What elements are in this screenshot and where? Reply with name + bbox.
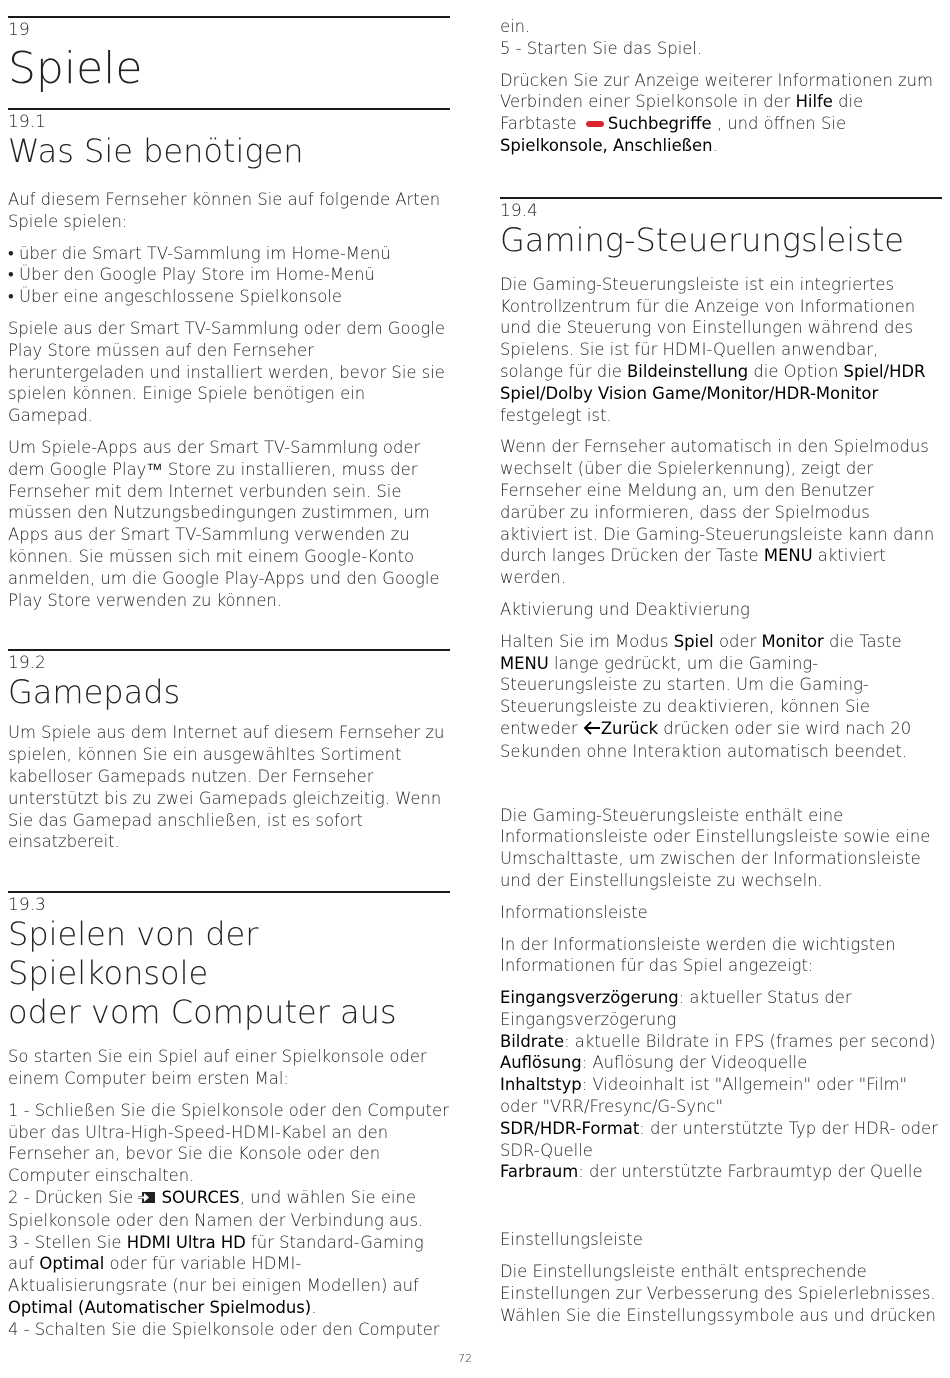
paragraph: [500, 631, 942, 763]
sources-icon: [138, 1188, 156, 1210]
subheading: Informationsleiste: [500, 902, 648, 922]
definition-desc: : der unterstützte Farbraumtyp der Quelle: [578, 1162, 923, 1182]
step-text: für Standard-Gaming auf: [8, 1232, 424, 1274]
menu-term: Bildeinstellung: [627, 361, 749, 381]
text-run: lange gedrückt, um die Gaming-Steuerungsleiste zu starten. Um die Gaming-Steuerungsleiste zu deaktivieren, können Sie entweder: [500, 653, 870, 738]
menu-term: Spiel: [673, 631, 714, 651]
menu-term: Optimal: [39, 1254, 105, 1274]
text-run: Wenn der Fernseher automatisch in den Spielmodus wechselt (über die Spielerkennung), zeigt der Fernseher eine Meldung an, um den Benutzer darüber zu informieren, dass der Spielmodus aktiviert ist. Die Gaming-Steuerungsleiste kann dann durch langes Drücken der Taste: [500, 437, 935, 566]
continued-text: ein.: [500, 17, 531, 36]
definition-term: Bildrate: [500, 1031, 565, 1051]
text-run: Halten Sie im Modus: [500, 631, 674, 651]
step-text: , und wählen Sie eine Spielkonsole oder den Namen der Verbindung aus.: [8, 1187, 424, 1230]
subheading: Einstellungsleiste: [500, 1230, 643, 1250]
bullet-item: • über die Smart TV-Sammlung im Home-Menü: [8, 243, 391, 263]
menu-term: Monitor: [761, 631, 824, 651]
section-rule: [8, 108, 450, 110]
bullet-item: • Über den Google Play Store im Home-Menü: [8, 265, 375, 285]
page-number: 72: [458, 1352, 472, 1365]
section-rule: [8, 649, 450, 651]
sources-key: SOURCES: [161, 1187, 240, 1207]
definition-term: Auflösung: [500, 1053, 582, 1073]
chapter-number: 19: [8, 20, 30, 40]
definition-desc: : aktueller Status der Eingangsverzögerung: [500, 988, 852, 1029]
right-column: [500, 0, 942, 1326]
definition-term: Farbraum: [500, 1162, 579, 1182]
key-name: MENU: [500, 653, 549, 673]
red-color-key-icon: [586, 121, 604, 127]
step-text: oder für variable HDMI-Aktualisierungsrate (nur bei einigen Modellen) auf: [8, 1254, 419, 1296]
section-rule: [500, 197, 942, 199]
section-title-line: oder vom Computer aus: [8, 993, 397, 1032]
paragraph: Auf diesem Fernseher können Sie auf folgende Arten Spiele spielen:: [8, 190, 441, 231]
definition-desc: : Auflösung der Videoquelle: [581, 1053, 808, 1073]
menu-term: Hilfe: [795, 92, 833, 112]
paragraph: [500, 274, 942, 427]
paragraph: Spiele aus der Smart TV-Sammlung oder dem Google Play Store müssen auf den Fernseher heruntergeladen und installiert werden, bevor Sie sie spielen können. Einige Spiele benötigen ein Gamepad.: [8, 318, 446, 426]
text-run: die Taste: [823, 631, 902, 651]
section-title: Was Sie benötigen: [8, 132, 304, 170]
text-run: die Option: [748, 361, 844, 381]
menu-term: Optimal (Automatischer Spielmodus): [8, 1297, 312, 1317]
key-name: Zurück: [600, 718, 659, 738]
text-run: , und öffnen Sie: [711, 114, 847, 134]
paragraph: In der Informationsleiste werden die wichtigsten Informationen für das Spiel angezeigt:: [500, 934, 896, 976]
definition-item: [500, 1118, 942, 1162]
definition-item: [500, 987, 942, 1031]
section-title: [8, 915, 450, 1032]
menu-term: Spielkonsole, Anschließen: [500, 135, 713, 155]
left-column: [8, 0, 450, 1340]
section-number: 19.4: [500, 200, 538, 221]
definition-list: [500, 987, 942, 1183]
text-run: .: [712, 135, 718, 155]
chapter-rule: [8, 16, 450, 18]
section-title: Gaming-Steuerungsleiste: [500, 220, 904, 259]
subheading: Aktivierung und Deaktivierung: [500, 599, 750, 619]
definition-item: [500, 1074, 942, 1118]
step-text: 3 - Stellen Sie: [8, 1232, 127, 1252]
step-item: [8, 1187, 450, 1232]
definition-desc: : aktuelle Bildrate in FPS (frames per second): [564, 1031, 936, 1051]
paragraph: [500, 70, 942, 157]
text-run: drücken oder sie wird nach 20 Sekunden ohne Interaktion automatisch beendet.: [500, 718, 912, 761]
definition-term: Eingangsverzögerung: [500, 988, 679, 1008]
section-number: 19.1: [8, 112, 46, 132]
paragraph: Die Einstellungsleiste enthält entsprechende Einstellungen zur Verbesserung des Spielerlebnisses. Wählen Sie die Einstellungssymbole aus und drücken: [500, 1262, 936, 1325]
definition-desc: : Videoinhalt ist "Allgemein" oder "Film" oder "VRR/Fresync/G-Sync": [500, 1075, 908, 1117]
section-rule: [8, 891, 450, 893]
key-name: MENU: [763, 546, 813, 566]
definition-item: [500, 1052, 942, 1074]
bullet-item: • Über eine angeschlossene Spielkonsole: [8, 287, 342, 307]
paragraph: So starten Sie ein Spiel auf einer Spielkonsole oder einem Computer beim ersten Mal:: [8, 1047, 427, 1088]
menu-term: HDMI Ultra HD: [126, 1232, 246, 1252]
back-arrow-icon: [583, 719, 601, 741]
step-text: 2 - Drücken Sie: [8, 1187, 139, 1207]
paragraph: Um Spiele-Apps aus der Smart TV-Sammlung oder dem Google Play™ Store zu installieren, muss der Fernseher mit dem Internet verbunden sein. Sie müssen den Nutzungsbedingungen zustimmen, um Apps aus der Smart TV-Sammlung verwenden zu können. Sie müssen sich mit einem Google-Konto anmelden, um die Google Play-Apps und den Google Play Store verwenden zu können.: [8, 437, 440, 610]
text-run: die Farbtaste: [500, 92, 864, 134]
text-run: Drücken Sie zur Anzeige weiterer Informationen zum Verbinden einer Spielkonsole in der: [500, 70, 933, 112]
step-item: 1 - Schließen Sie die Spielkonsole oder den Computer über das Ultra-High-Speed-HDMI-Kabel an den Fernseher an, bevor Sie die Konsole oder den Computer einschalten.: [8, 1100, 449, 1186]
definition-item: [500, 1161, 942, 1183]
chapter-title: Spiele: [8, 43, 143, 94]
menu-term: Suchbegriffe: [607, 114, 712, 134]
definition-term: Inhaltstyp: [500, 1075, 582, 1095]
definition-item: [500, 1031, 942, 1053]
menu-term: Spiel/HDR Spiel/Dolby Vision Game/Monitor/HDR-Monitor: [500, 361, 926, 403]
paragraph: [500, 436, 942, 589]
section-number: 19.3: [8, 895, 46, 916]
definition-desc: : der unterstützte Typ der HDR- oder SDR-Quelle: [500, 1118, 938, 1160]
text-run: aktiviert werden.: [500, 546, 886, 588]
paragraph: Um Spiele aus dem Internet auf diesem Fernseher zu spielen, können Sie ein ausgewähltes Sortiment kabelloser Gamepads nutzen. Der Fernseher unterstützt bis zu zwei Gamepads gleichzeitig. Wenn Sie das Gamepad anschließen, ist es sofort einsatzbereit.: [8, 723, 445, 852]
definition-term: SDR/HDR-Format: [500, 1118, 640, 1138]
text-run: festgelegt ist.: [500, 405, 612, 425]
section-title-line: Spielen von der Spielkonsole: [8, 915, 259, 993]
text-run: Die Gaming-Steuerungsleiste ist ein integriertes Kontrollzentrum für die Anzeige von Informationen und die Steuerung von Einstellungen während des Spielens. Sie ist für HDMI-Quellen anwendbar, solange für die: [500, 274, 916, 381]
paragraph: Die Gaming-Steuerungsleiste enthält eine Informationsleiste oder Einstellungsleiste sowie eine Umschalttaste, um zwischen der Informationsleiste und der Einstellungsleiste zu wechseln.: [500, 805, 931, 890]
section-number: 19.2: [8, 653, 46, 674]
step-item: 5 - Starten Sie das Spiel.: [500, 38, 703, 58]
section-title: Gamepads: [8, 673, 181, 712]
step-item: [8, 1232, 450, 1319]
step-item: 4 - Schalten Sie die Spielkonsole oder den Computer: [8, 1319, 440, 1339]
text-run: oder: [713, 631, 762, 651]
step-text: .: [311, 1297, 317, 1317]
